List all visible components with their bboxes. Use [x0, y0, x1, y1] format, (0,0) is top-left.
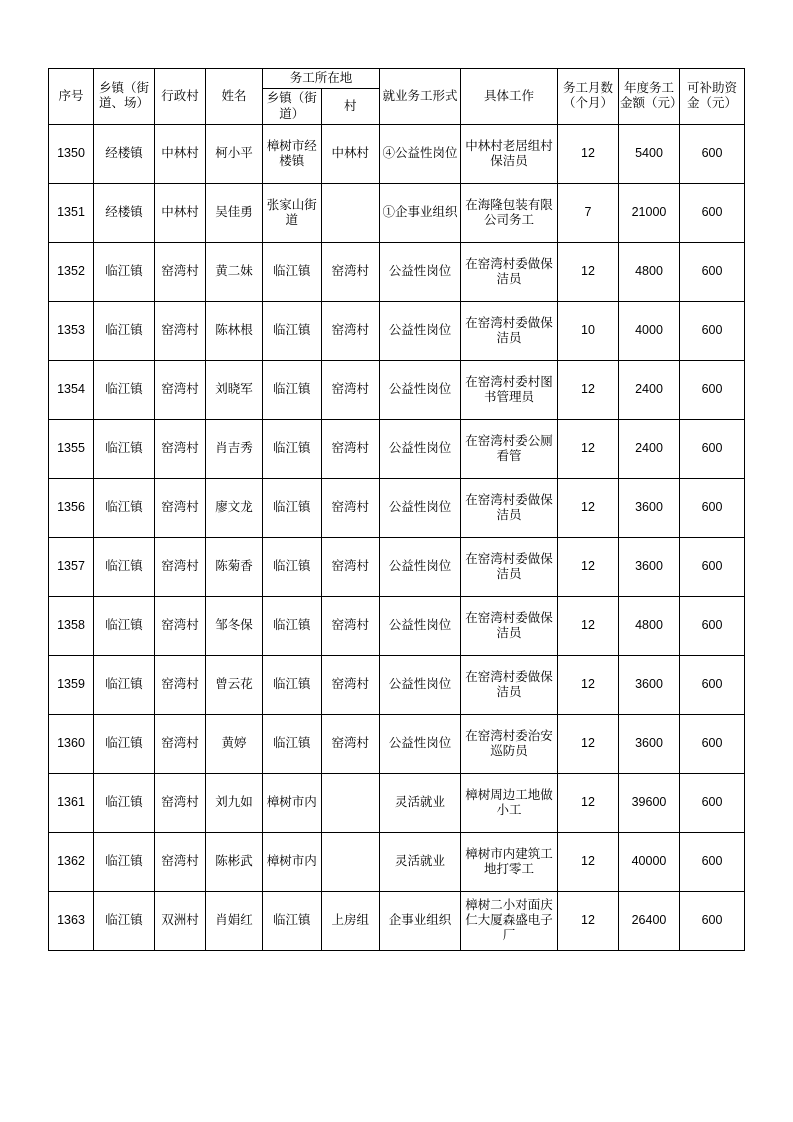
cell-work-village: 窑湾村: [321, 714, 380, 773]
table-row: [49, 537, 745, 596]
cell-work: 在窑湾村委做保洁员: [461, 242, 558, 301]
cell-amount: 4800: [619, 596, 680, 655]
cell-subsidy: 600: [680, 537, 745, 596]
cell-seq: 1354: [49, 360, 94, 419]
cell-work-village: 窑湾村: [321, 242, 380, 301]
cell-form: 公益性岗位: [380, 478, 461, 537]
cell-months: 12: [558, 891, 619, 950]
cell-work: 在窑湾村委公厕看管: [461, 419, 558, 478]
cell-work-town: 临江镇: [263, 242, 322, 301]
cell-town: 临江镇: [94, 537, 155, 596]
cell-village: 窑湾村: [155, 596, 206, 655]
cell-name: 吴佳勇: [206, 183, 263, 242]
cell-village: 窑湾村: [155, 478, 206, 537]
cell-work: 樟树二小对面庆仁大厦森盛电子厂: [461, 891, 558, 950]
table-row: [49, 714, 745, 773]
cell-seq: 1359: [49, 655, 94, 714]
cell-form: 灵活就业: [380, 832, 461, 891]
table-row: [49, 183, 745, 242]
cell-town: 临江镇: [94, 714, 155, 773]
cell-village: 中林村: [155, 124, 206, 183]
cell-months: 12: [558, 832, 619, 891]
cell-form: 公益性岗位: [380, 419, 461, 478]
cell-amount: 5400: [619, 124, 680, 183]
cell-work-town: 樟树市内: [263, 773, 322, 832]
cell-work-town: 临江镇: [263, 891, 322, 950]
table-row: [49, 478, 745, 537]
cell-form: 公益性岗位: [380, 301, 461, 360]
cell-form: ④公益性岗位: [380, 124, 461, 183]
cell-work-village: 窑湾村: [321, 596, 380, 655]
header-subsidy: 可补助资金（元）: [680, 69, 745, 125]
cell-seq: 1362: [49, 832, 94, 891]
cell-work-village: [321, 832, 380, 891]
cell-seq: 1363: [49, 891, 94, 950]
cell-work-town: 临江镇: [263, 655, 322, 714]
cell-seq: 1356: [49, 478, 94, 537]
cell-work-town: 临江镇: [263, 360, 322, 419]
cell-work-village: 窑湾村: [321, 655, 380, 714]
cell-form: 公益性岗位: [380, 596, 461, 655]
cell-subsidy: 600: [680, 419, 745, 478]
table-row: [49, 891, 745, 950]
cell-months: 12: [558, 242, 619, 301]
cell-subsidy: 600: [680, 655, 745, 714]
cell-name: 肖娟红: [206, 891, 263, 950]
table-row: [49, 124, 745, 183]
cell-work-village: [321, 773, 380, 832]
cell-town: 临江镇: [94, 832, 155, 891]
cell-seq: 1350: [49, 124, 94, 183]
table-row: [49, 596, 745, 655]
cell-work-village: 窑湾村: [321, 360, 380, 419]
cell-work: 在窑湾村委治安巡防员: [461, 714, 558, 773]
cell-village: 窑湾村: [155, 832, 206, 891]
cell-name: 曾云花: [206, 655, 263, 714]
cell-months: 10: [558, 301, 619, 360]
cell-seq: 1352: [49, 242, 94, 301]
header-work-location-village: 村: [321, 89, 380, 125]
cell-work-town: 樟树市内: [263, 832, 322, 891]
cell-seq: 1361: [49, 773, 94, 832]
cell-seq: 1358: [49, 596, 94, 655]
cell-form: 灵活就业: [380, 773, 461, 832]
cell-work-village: 窑湾村: [321, 478, 380, 537]
cell-subsidy: 600: [680, 242, 745, 301]
cell-work: 樟树周边工地做小工: [461, 773, 558, 832]
cell-work-town: 张家山街道: [263, 183, 322, 242]
cell-work-village: 中林村: [321, 124, 380, 183]
cell-town: 临江镇: [94, 773, 155, 832]
cell-months: 12: [558, 478, 619, 537]
cell-name: 黄二妹: [206, 242, 263, 301]
cell-form: 企事业组织: [380, 891, 461, 950]
cell-work-town: 樟树市经楼镇: [263, 124, 322, 183]
cell-amount: 3600: [619, 714, 680, 773]
cell-village: 中林村: [155, 183, 206, 242]
cell-work-town: 临江镇: [263, 537, 322, 596]
cell-work-town: 临江镇: [263, 301, 322, 360]
cell-work-village: [321, 183, 380, 242]
cell-subsidy: 600: [680, 596, 745, 655]
header-work-location-group: 务工所在地: [263, 69, 380, 89]
cell-seq: 1351: [49, 183, 94, 242]
header-village: 行政村: [155, 69, 206, 125]
cell-work: 在窑湾村委做保洁员: [461, 655, 558, 714]
cell-town: 经楼镇: [94, 183, 155, 242]
header-name: 姓名: [206, 69, 263, 125]
cell-town: 临江镇: [94, 419, 155, 478]
cell-seq: 1353: [49, 301, 94, 360]
cell-seq: 1357: [49, 537, 94, 596]
cell-town: 临江镇: [94, 301, 155, 360]
cell-work: 在窑湾村委村图书管理员: [461, 360, 558, 419]
cell-village: 窑湾村: [155, 537, 206, 596]
cell-work: 在窑湾村委做保洁员: [461, 478, 558, 537]
table-header-row-1: [49, 69, 745, 89]
cell-subsidy: 600: [680, 301, 745, 360]
header-town: 乡镇（街道、场）: [94, 69, 155, 125]
cell-name: 刘晓军: [206, 360, 263, 419]
header-annual-amount: 年度务工金额（元）: [619, 69, 680, 125]
header-seq: 序号: [49, 69, 94, 125]
cell-name: 柯小平: [206, 124, 263, 183]
cell-months: 12: [558, 537, 619, 596]
cell-amount: 4800: [619, 242, 680, 301]
cell-form: 公益性岗位: [380, 242, 461, 301]
cell-name: 刘九如: [206, 773, 263, 832]
table-row: [49, 832, 745, 891]
cell-village: 双洲村: [155, 891, 206, 950]
table-header: [49, 69, 745, 125]
cell-work-village: 窑湾村: [321, 301, 380, 360]
cell-town: 临江镇: [94, 891, 155, 950]
cell-town: 临江镇: [94, 478, 155, 537]
cell-work-town: 临江镇: [263, 714, 322, 773]
cell-work: 中林村老居组村保洁员: [461, 124, 558, 183]
cell-work-village: 窑湾村: [321, 537, 380, 596]
cell-work: 在窑湾村委做保洁员: [461, 537, 558, 596]
cell-village: 窑湾村: [155, 773, 206, 832]
cell-months: 12: [558, 773, 619, 832]
table-row: [49, 773, 745, 832]
cell-form: 公益性岗位: [380, 655, 461, 714]
cell-name: 邹冬保: [206, 596, 263, 655]
cell-months: 12: [558, 596, 619, 655]
cell-name: 黄婷: [206, 714, 263, 773]
cell-town: 临江镇: [94, 360, 155, 419]
cell-work-town: 临江镇: [263, 596, 322, 655]
cell-village: 窑湾村: [155, 655, 206, 714]
cell-amount: 3600: [619, 478, 680, 537]
cell-months: 12: [558, 124, 619, 183]
cell-work-village: 上房组: [321, 891, 380, 950]
cell-village: 窑湾村: [155, 360, 206, 419]
cell-work: 樟树市内建筑工地打零工: [461, 832, 558, 891]
cell-name: 肖吉秀: [206, 419, 263, 478]
table-row: [49, 242, 745, 301]
cell-work: 在窑湾村委做保洁员: [461, 301, 558, 360]
cell-amount: 2400: [619, 419, 680, 478]
table-body: [49, 124, 745, 950]
cell-form: 公益性岗位: [380, 537, 461, 596]
cell-subsidy: 600: [680, 891, 745, 950]
cell-amount: 39600: [619, 773, 680, 832]
cell-name: 陈林根: [206, 301, 263, 360]
cell-months: 12: [558, 360, 619, 419]
cell-work-town: 临江镇: [263, 478, 322, 537]
cell-town: 临江镇: [94, 242, 155, 301]
header-specific-work: 具体工作: [461, 69, 558, 125]
cell-subsidy: 600: [680, 183, 745, 242]
cell-work-town: 临江镇: [263, 419, 322, 478]
cell-village: 窑湾村: [155, 714, 206, 773]
cell-town: 临江镇: [94, 596, 155, 655]
table-row: [49, 360, 745, 419]
cell-work: 在海隆包装有限公司务工: [461, 183, 558, 242]
table-row: [49, 419, 745, 478]
cell-amount: 26400: [619, 891, 680, 950]
cell-amount: 4000: [619, 301, 680, 360]
cell-months: 12: [558, 419, 619, 478]
cell-village: 窑湾村: [155, 301, 206, 360]
table-row: [49, 655, 745, 714]
cell-subsidy: 600: [680, 832, 745, 891]
cell-form: 公益性岗位: [380, 360, 461, 419]
cell-work-village: 窑湾村: [321, 419, 380, 478]
cell-months: 7: [558, 183, 619, 242]
cell-amount: 2400: [619, 360, 680, 419]
cell-months: 12: [558, 714, 619, 773]
cell-subsidy: 600: [680, 124, 745, 183]
cell-amount: 3600: [619, 655, 680, 714]
cell-form: ①企事业组织: [380, 183, 461, 242]
cell-amount: 21000: [619, 183, 680, 242]
cell-work: 在窑湾村委做保洁员: [461, 596, 558, 655]
cell-form: 公益性岗位: [380, 714, 461, 773]
cell-name: 廖文龙: [206, 478, 263, 537]
cell-seq: 1360: [49, 714, 94, 773]
header-months: 务工月数（个月）: [558, 69, 619, 125]
worker-employment-table: [48, 68, 745, 951]
cell-subsidy: 600: [680, 773, 745, 832]
cell-months: 12: [558, 655, 619, 714]
cell-subsidy: 600: [680, 360, 745, 419]
cell-seq: 1355: [49, 419, 94, 478]
header-employment-form: 就业务工形式: [380, 69, 461, 125]
cell-village: 窑湾村: [155, 242, 206, 301]
cell-name: 陈菊香: [206, 537, 263, 596]
table-row: [49, 301, 745, 360]
cell-subsidy: 600: [680, 714, 745, 773]
cell-amount: 40000: [619, 832, 680, 891]
cell-name: 陈彬武: [206, 832, 263, 891]
cell-town: 临江镇: [94, 655, 155, 714]
cell-village: 窑湾村: [155, 419, 206, 478]
header-work-location-town: 乡镇（街道）: [263, 89, 322, 125]
cell-town: 经楼镇: [94, 124, 155, 183]
cell-amount: 3600: [619, 537, 680, 596]
cell-subsidy: 600: [680, 478, 745, 537]
